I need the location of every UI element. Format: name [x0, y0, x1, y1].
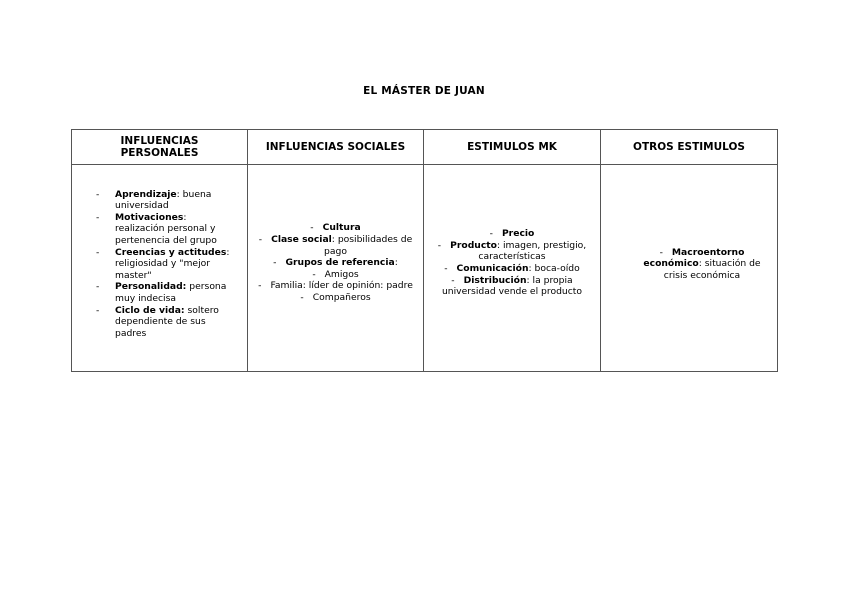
bullet-dash: -	[312, 268, 316, 280]
header-otros-estimulos: OTROS ESTIMULOS	[601, 130, 778, 165]
list-personales	[72, 189, 247, 340]
list-item	[430, 228, 594, 240]
list-item	[254, 292, 417, 304]
header-estimulos-mk: ESTIMULOS MK	[424, 130, 601, 165]
item-text: Amigos	[324, 268, 359, 280]
list-sociales	[248, 222, 423, 303]
item-text: : imagen, prestigio, características	[478, 239, 587, 263]
item-text: :	[394, 257, 398, 269]
bullet-dash: -	[96, 304, 100, 316]
item-text: : la propia universidad vende el producto	[441, 274, 583, 298]
header-line: INFLUENCIAS	[120, 135, 199, 147]
header-line: PERSONALES	[120, 147, 199, 159]
item-term: Clase social	[271, 234, 332, 246]
item-term: Grupos de referencia	[285, 257, 395, 269]
cell-otros	[601, 165, 778, 372]
cell-sociales	[248, 165, 424, 372]
list-item	[254, 222, 417, 234]
item-term: Personalidad:	[115, 281, 187, 293]
document-title: EL MÁSTER DE JUAN	[363, 85, 485, 97]
item-text: : posibilidades de pago	[324, 234, 413, 257]
list-item	[94, 305, 237, 340]
cell-estimulos-mk	[424, 165, 601, 372]
item-term: Cultura	[322, 222, 361, 234]
bullet-dash: -	[96, 211, 100, 223]
bullet-dash: -	[96, 188, 100, 200]
bullet-dash: -	[489, 228, 493, 240]
list-estimulos-mk	[424, 228, 600, 298]
list-item	[254, 280, 417, 292]
item-term: Comunicación	[456, 263, 529, 274]
item-term: Distribución	[463, 274, 527, 286]
header-influencias-sociales: INFLUENCIAS SOCIALES	[248, 130, 424, 165]
list-item	[254, 269, 417, 281]
item-text: : situación de crisis económica	[663, 258, 761, 281]
item-text: Compañeros	[312, 291, 371, 303]
list-item	[94, 189, 237, 212]
item-term: Ciclo de vida:	[115, 304, 185, 316]
bullet-dash: -	[659, 246, 663, 258]
item-term: Aprendizaje	[115, 188, 177, 200]
list-item	[94, 247, 237, 282]
bullet-dash: -	[444, 263, 448, 274]
bullet-dash: -	[96, 281, 100, 293]
list-item	[94, 212, 237, 247]
bullet-dash: -	[258, 234, 263, 246]
header-influencias-personales	[72, 130, 248, 165]
item-term: Precio	[501, 228, 535, 240]
list-item	[254, 257, 417, 269]
bullet-dash: -	[300, 291, 304, 303]
item-text: : realización personal y pertenencia del grupo	[115, 211, 217, 247]
item-term: Creencias y actitudes	[115, 246, 227, 258]
item-text: Familia: líder de opinión: padre	[270, 280, 413, 292]
item-text: soltero dependiente de sus padres	[115, 304, 219, 339]
bullet-dash: -	[273, 257, 277, 269]
header-row	[72, 130, 778, 165]
item-term: Macroentorno económico	[643, 246, 745, 270]
list-otros	[601, 247, 777, 282]
list-item	[430, 275, 594, 298]
list-item	[430, 240, 594, 263]
list-item	[254, 234, 417, 257]
item-text: : religiosidad y "mejor master"	[115, 246, 230, 281]
item-term: Producto	[450, 239, 497, 251]
stimuli-table	[71, 129, 778, 372]
content-row	[72, 165, 778, 372]
item-term: Motivaciones	[115, 211, 184, 223]
bullet-dash: -	[310, 222, 314, 234]
item-text: : buena universidad	[115, 188, 212, 212]
list-item	[430, 263, 594, 275]
list-item	[94, 281, 237, 304]
bullet-dash: -	[258, 280, 262, 292]
item-text: persona muy indecisa	[115, 281, 227, 304]
bullet-dash: -	[437, 239, 442, 251]
cell-personales	[72, 165, 248, 372]
bullet-dash: -	[96, 246, 100, 258]
bullet-dash: -	[451, 274, 455, 286]
list-item	[631, 247, 773, 282]
item-text: : boca-oído	[528, 263, 580, 274]
